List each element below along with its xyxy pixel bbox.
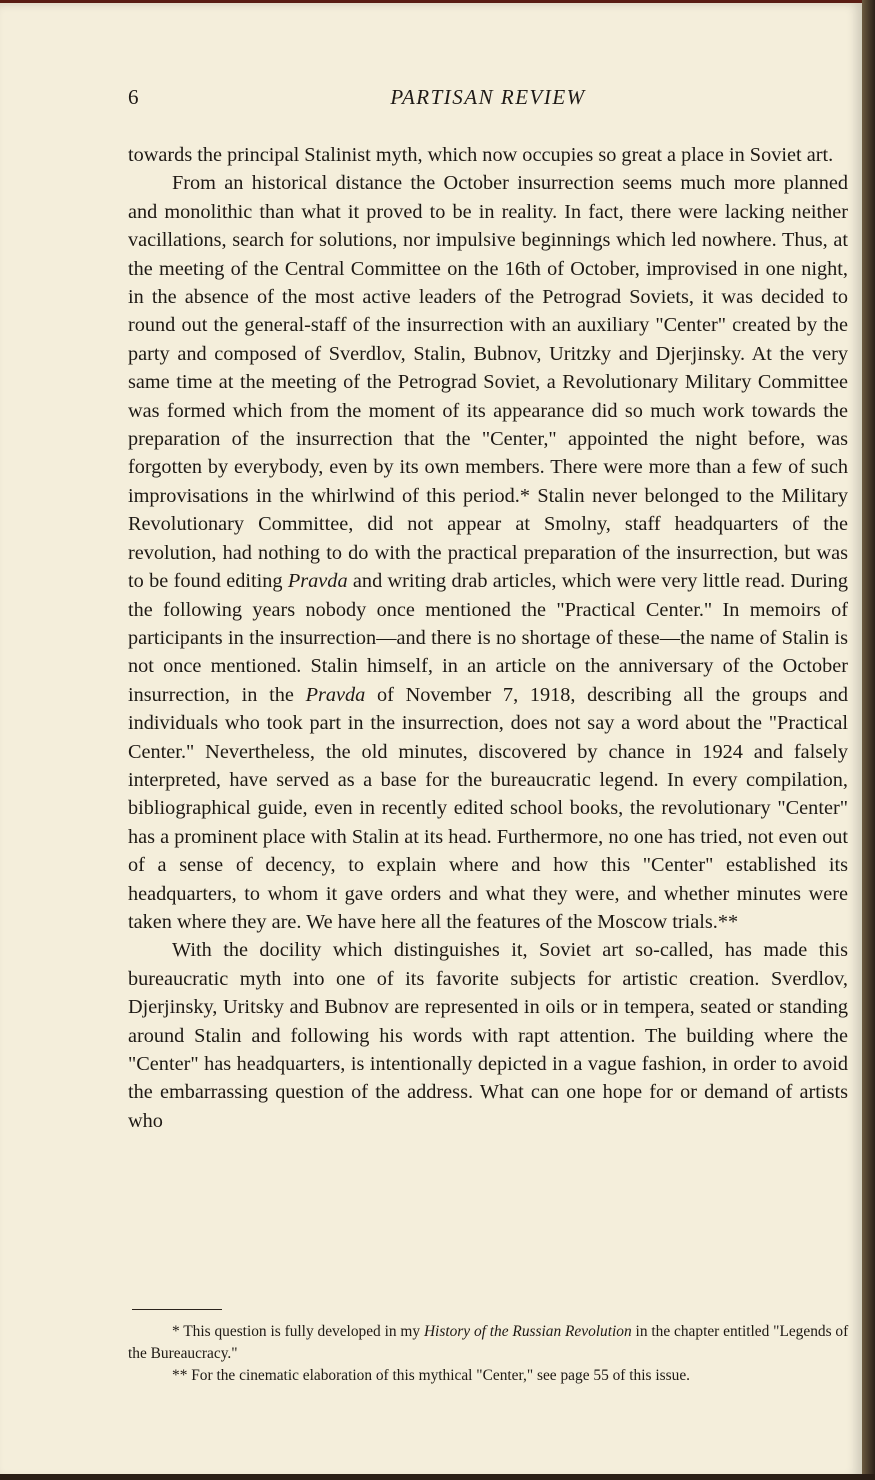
page-number: 6 — [128, 85, 139, 109]
paragraph-text: From an historical distance the October insurrection seems much more planned and monolithic than what it proved to be in reality. In fact, there were lacking neither vacillations, search for solutions, nor impulsive beginnings which led nowhere. Thus, at the meeting of the Central Committee on the 16th of October, improvised in one night, in the absence of the most active leaders of the Petrograd Soviets, it was decided to round out the general-staff of the insurrection with an auxiliary "Center" created by the party and composed of Sverdlov, Stalin, Bubnov, Uritzky and Djerjinsky. At the very same time at the meeting of the Petrograd Soviet, a Revolutionary Military Committee was formed which from the moment of its appearance did so much work towards the preparation of the insurrection that the "Center," appointed the night before, was forgotten by everybody, even by its own members. There were more than a few of such improvisations in the whirlwind of this period.* Stalin never belonged to the Military Revolutionary Committee, did not appear at Smolny, staff headquarters of the revolution, had nothing to do with the practical preparation of the insurrection, but was to be found editing — [128, 172, 848, 593]
footnote-divider — [132, 1309, 222, 1310]
footnotes — [128, 1321, 852, 1387]
footnote-text: * This question is fully developed in my — [172, 1323, 424, 1340]
pravda-title: Pravda — [305, 683, 366, 706]
body-text — [128, 141, 848, 1135]
page-header — [128, 85, 848, 115]
paragraph-continued: towards the principal Stalinist myth, which now occupies so great a place in Soviet art. — [128, 144, 834, 166]
paragraph-text: of November 7, 1918, describing all the groups and individuals who took part in the insurrection, does not say a word about the "Practical Center." Nevertheless, the old minutes, discovered by chance in 1924 and falsely interpreted, have served as a base for the bureaucratic legend. In every compilation, bibliographical guide, even in recently edited school books, the revolutionary "Center" has a prominent place with Stalin at its head. Furthermore, no one has tried, not even out of a sense of decency, to explain where and how this "Center" established its headquarters, to whom it gave orders and what they were, and whether minutes were taken where they are. We have here all the features of the Moscow trials.** — [128, 683, 848, 933]
page-bottom-edge — [0, 1474, 875, 1480]
paragraph-october-insurrection — [128, 169, 848, 936]
book-spine-edge — [862, 0, 875, 1480]
footnote-text: in the chapter entitled "Legends of the Bureaucracy." — [128, 1323, 849, 1362]
book-title: History of the Russian Revolution — [423, 1323, 632, 1340]
running-head: PARTISAN REVIEW — [390, 85, 586, 109]
paragraph-text: and writing drab articles, which were very little read. During the following years nobody once mentioned the "Practical Center." In memoirs of participants in the insurrection—and there is no shortage of these—the name of Stalin is not once mentioned. Stalin himself, in an article on the anniversary of the October insurrection, in the — [128, 570, 849, 706]
footnote-2: ** For the cinematic elaboration of this mythical "Center," see page 55 of this issue. — [172, 1367, 690, 1384]
pravda-title: Pravda — [287, 570, 348, 593]
footnote-1 — [128, 1321, 852, 1365]
paragraph-soviet-art: With the docility which distinguishes it, Soviet art so-called, has made this bureaucratic myth into one of its favorite subjects for artistic creation. Sverdlov, Djerjinsky, Uritsky and Bubnov are represented in oils or in tempera, seated or standing around Stalin and following his words with rapt attention. The building where the "Center" has headquarters, is intentionally depicted in a vague fashion, in order to avoid the embarrassing question of the address. What can one hope for or demand of artists who — [128, 939, 848, 1132]
